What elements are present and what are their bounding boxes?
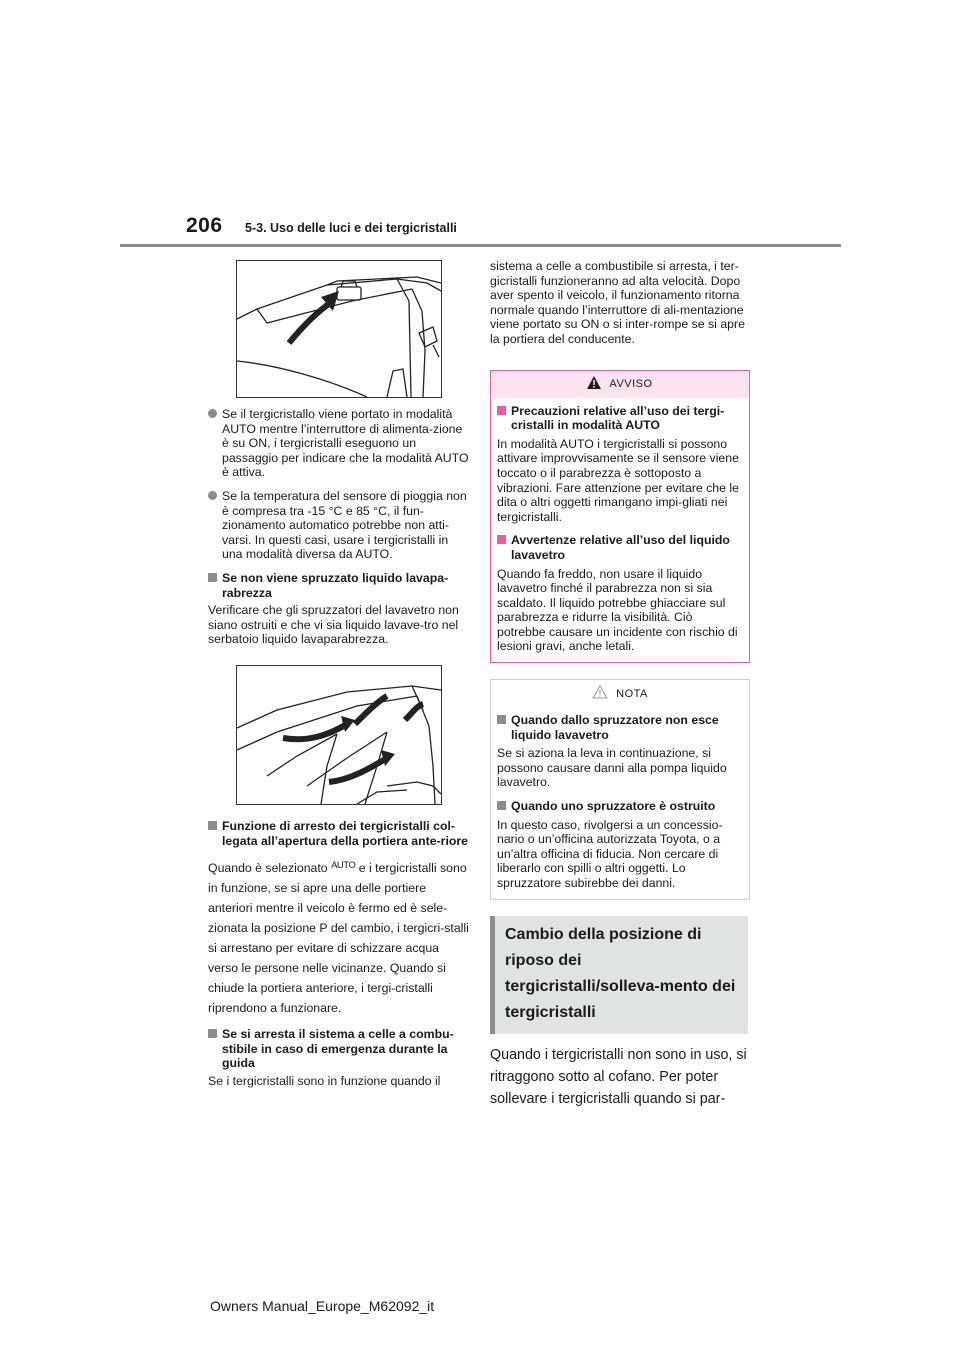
heading-door-stop-function: Funzione di arresto dei tergicristalli col-legata all’apertura della portiera ante-riore xyxy=(208,819,470,848)
square-bullet-icon xyxy=(497,535,506,544)
square-bullet-icon xyxy=(208,821,217,830)
note-box xyxy=(490,679,750,900)
bullet-dot-icon xyxy=(208,491,217,500)
page-number: 206 xyxy=(186,214,223,237)
note-paragraph-no-fluid: Se si aziona la leva in continuazione, si possono causare danni alla pompa liquido lavavetro. xyxy=(497,746,727,790)
warning-paragraph-washer-fluid: Quando fa freddo, non usare il liquido lavavetro finché il parabrezza non si sia scaldato. Il liquido potrebbe ghiacciare sul parabrezza e ridurre la visibilità. Ciò potrebbe causare un incidente con rischio di lesioni gravi, anche letali. xyxy=(497,566,738,654)
bullet-temperature: Se la temperatura del sensore di pioggia non è compresa tra -15 °C e 85 °C, il fun-zionamento automatico potrebbe non atti-varsi. In questi casi, usare i tergicristalli in una modalità diversa da AUTO. xyxy=(208,489,470,562)
paragraph-fuel-cell-stop: Se i tergicristalli sono in funzione quando il xyxy=(208,1073,441,1088)
bullet-dot-icon xyxy=(208,409,217,418)
note-heading-no-fluid: Quando dallo spruzzatore non esce liquido lavavetro xyxy=(497,713,743,742)
note-body xyxy=(491,709,749,899)
square-bullet-icon xyxy=(497,801,506,810)
header-rule xyxy=(120,244,841,247)
warning-heading-washer-fluid: Avvertenze relative all’uso del liquido lavavetro xyxy=(497,533,743,562)
heading-no-washer-fluid: Se non viene spruzzato liquido lavapa-rabrezza xyxy=(208,571,470,600)
auto-symbol: AUTO xyxy=(331,860,356,872)
warning-paragraph-auto-mode: In modalità AUTO i tergicristalli si possono attivare improvvisamente se il sensore viene toccato o il parabrezza è sottoposto a vibrazioni. Fare attenzione per evitare che le dita o altri oggetti rimangano impi-gliati nei tergicristalli. xyxy=(497,436,739,524)
square-bullet-icon xyxy=(497,715,506,724)
footer-manual-id: Owners Manual_Europe_M62092_it xyxy=(210,1298,435,1314)
paragraph-check-nozzles: Verificare che gli spruzzatori del lavavetro non siano ostruiti e che vi sia liquido lavave-tro nel serbatoio liquido lavaparabrezza. xyxy=(208,603,459,647)
section-title: 5-3. Uso delle luci e dei tergicristalli xyxy=(245,221,457,235)
caution-triangle-icon xyxy=(592,685,608,699)
figure-wiper-blades xyxy=(236,665,442,805)
paragraph-door-stop: Quando è selezionato $^{AUTO}$ e i tergicristalli sono in funzione, se si apre una delle portiere anteriori mentre il veicolo è fermo ed è sele-zionata la posizione P del cambio, i tergicri-stalli si arrestano per evitare di schizzare acqua verso le persone nelle vicinanze. Quando si chiude la portiera anteriore, i tergi-cristalli riprendono a funzionare. xyxy=(208,860,469,1016)
windshield-sensor-illustration xyxy=(237,261,441,397)
warning-box xyxy=(490,370,750,664)
heading-fuel-cell-stop: Se si arresta il sistema a celle a combu-stibile in caso di emergenza durante la guida xyxy=(208,1027,470,1071)
section-banner-title: Cambio della posizione di riposo dei tergicristalli/solleva-mento dei tergicristalli xyxy=(505,925,736,1021)
warning-body xyxy=(491,398,749,663)
section-banner xyxy=(490,916,748,1034)
warning-header: AVVISO xyxy=(491,371,749,398)
warning-heading-auto-mode: Precauzioni relative all’uso dei tergi-cristalli in modalità AUTO xyxy=(497,404,743,433)
wiper-blades-illustration xyxy=(237,666,441,804)
note-header: NOTA xyxy=(491,680,749,709)
left-column xyxy=(208,260,470,1088)
paragraph-wiper-rest-position: Quando i tergicristalli non sono in uso, si ritraggono sotto al cofano. Per poter sollevare i tergicristalli quando si par- xyxy=(490,1046,747,1107)
warning-triangle-icon xyxy=(587,376,601,389)
note-paragraph-clogged-nozzle: In questo caso, rivolgersi a un concessio-nario o un’officina autorizzata Toyota, o a un’altra officina di fiducia. Non cercare di liberarlo con spilli o altri oggetti. Lo spruzzatore subirebbe dei danni. xyxy=(497,817,723,890)
right-column xyxy=(490,260,752,1110)
square-bullet-icon xyxy=(497,406,506,415)
note-heading-clogged-nozzle: Quando uno spruzzatore è ostruito xyxy=(497,799,743,814)
figure-rain-sensor-windshield xyxy=(236,260,442,398)
paragraph-fuel-cell-continued: sistema a celle a combustibile si arresta, i ter-gicristalli funzioneranno ad alta velocità. Dopo aver spento il veicolo, il funzionamento ritorna normale quando l’interruttore di ali-mentazione viene portato su ON o si inter-rompe se si apre la portiera del conducente. xyxy=(490,259,745,346)
bullet-auto-mode: Se il tergicristallo viene portato in modalità AUTO mentre l’interruttore di alimenta-zione è su ON, i tergicristalli eseguono un passaggio per indicare che la modalità AUTO è attiva. xyxy=(208,407,470,480)
square-bullet-icon xyxy=(208,1029,217,1038)
square-bullet-icon xyxy=(208,573,217,582)
